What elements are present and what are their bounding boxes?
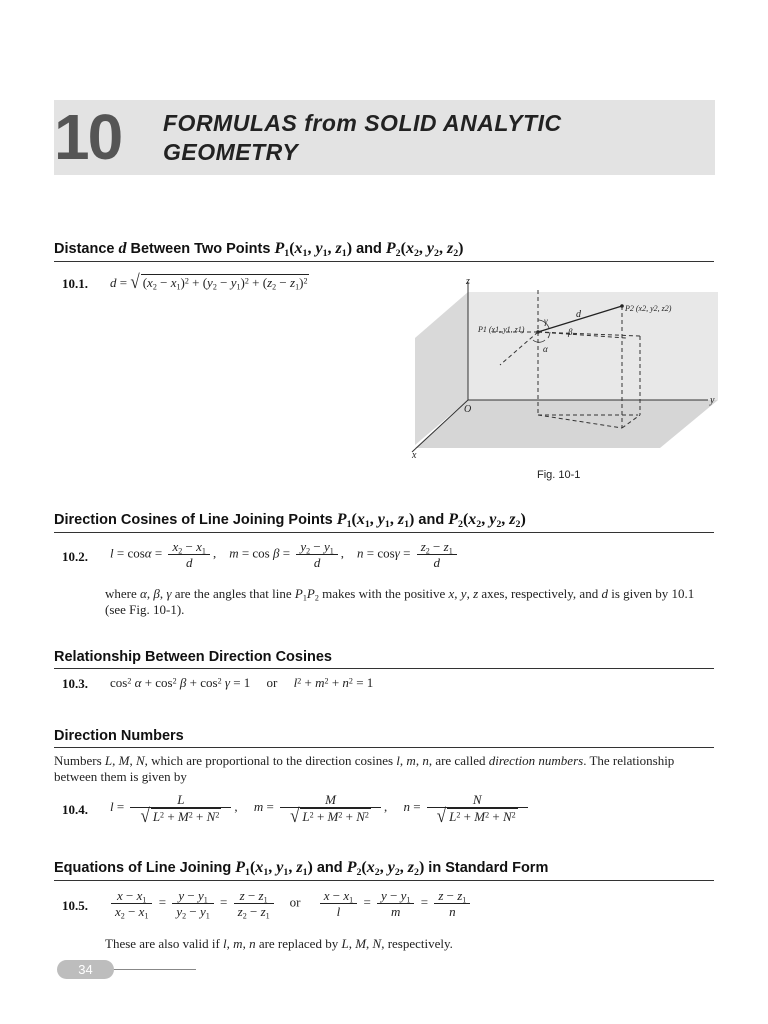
distance-formula: d = √ $(x_2 - x_1)^2 + (y_2 - y_1)^2 + (z_2 - z_1)^2$ bbox=[110, 270, 308, 293]
p2-label: P2 (x2, y2, z2) bbox=[625, 304, 672, 313]
line-equations-formula: $\frac{x - x_1}{x_2 - x_1}$ = $\frac{y - y_1}{y_2 - y_1}$ = $\frac{z - z_1}{z_2 - z_1}$ or $\frac{x - x_1}{l}$ = $\frac{y - y_1}{m}$ = $\frac{z - z_1}{n}$ bbox=[108, 888, 473, 919]
z-axis-label: z bbox=[466, 276, 470, 287]
x-axis-label: x bbox=[412, 450, 417, 461]
footer-rule bbox=[112, 969, 196, 970]
figure-caption: Fig. 10-1 bbox=[537, 469, 581, 481]
section-heading-direction-cosines: Direction Cosines of Line Joining Points $P_1(x_1$, $y_1$, $z_1$) and $P_2(x_2$, $y_2$, $z_2$) bbox=[54, 511, 714, 533]
origin-label: O bbox=[464, 404, 472, 415]
chapter-number: 10 bbox=[54, 101, 122, 173]
page-number: 34 bbox=[57, 960, 114, 979]
d-label: d bbox=[576, 309, 581, 320]
formula-number-10-2: 10.2. bbox=[62, 549, 88, 564]
line-equations-note: These are also valid if l, m, n are replaced by L, M, N, respectively. bbox=[105, 936, 453, 951]
section-heading-direction-numbers: Direction Numbers bbox=[54, 728, 714, 748]
alpha-label: α bbox=[543, 344, 548, 354]
section-heading-line-equations: Equations of Line Joining $P_1(x_1$, $y_1$, $z_1$) and $P_2(x_2$, $y_2$, $z_2$) in Standard Form bbox=[54, 859, 714, 881]
p1-label: P1 (x1, y1, z1) bbox=[478, 325, 525, 334]
section-heading-distance: Distance d Between Two Points $P_1(x_1$, $y_1$, $z_1$) and $P_2(x_2$, $y_2$, $z_2$) bbox=[54, 240, 714, 262]
relationship-formula: $\cos^2 \alpha + \cos^2 \beta + \cos^2 \gamma = 1$ or $l^2 + m^2 + n^2 = 1$ bbox=[110, 675, 374, 690]
gamma-label: γ bbox=[544, 316, 548, 326]
y-axis-label: y bbox=[710, 395, 715, 406]
direction-numbers-formula: l = $\frac{L}{√ L^2 + M^2 + N^2}$ , m = $\frac{M}{√ L^2 + M^2 + N^2}$ , n = $\frac{N}{√ L^2 + M^2 + N^2}$ bbox=[110, 792, 531, 824]
beta-label: β bbox=[568, 327, 573, 337]
formula-number-10-1: 10.1. bbox=[62, 276, 88, 291]
formula-number-10-3: 10.3. bbox=[62, 676, 88, 691]
chapter-title: FORMULAS from SOLID ANALYTIC GEOMETRY bbox=[163, 110, 562, 165]
figure-10-1-diagram bbox=[400, 270, 730, 465]
direction-numbers-intro: Numbers L, M, N, which are proportional to the direction cosines l, m, n, are called direction numbers. The relationship between them is given by bbox=[54, 753, 675, 784]
back-plane bbox=[468, 292, 718, 400]
direction-cosines-formula: l = cosα = $\frac{x_2 - x_1}{d}$ , m = cos β = $\frac{y_2 - y_1}{d}$ , n = cosγ = $\frac{z_2 - z_1}{d}$ bbox=[110, 539, 460, 570]
direction-cosines-note: where α, β, γ are the angles that line $P_1P_2$ makes with the positive x, y, z axes, respectively, and d is given by 10.1 (see Fig. 10-1). bbox=[105, 586, 695, 617]
formula-number-10-4: 10.4. bbox=[62, 802, 88, 817]
formula-number-10-5: 10.5. bbox=[62, 898, 88, 913]
section-heading-relationship: Relationship Between Direction Cosines bbox=[54, 649, 714, 669]
